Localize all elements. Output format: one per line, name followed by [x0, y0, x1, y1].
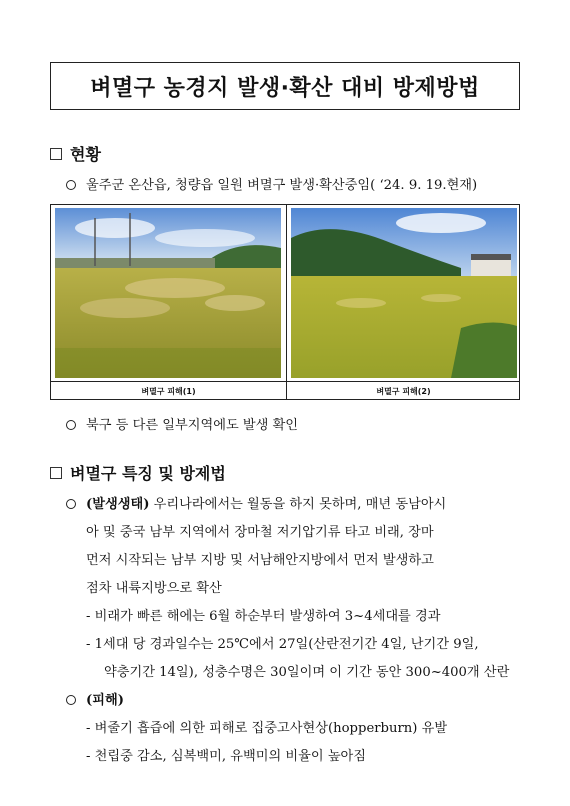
photo-caption-2: 벼멸구 피해(2) [376, 387, 431, 396]
circle-bullet-icon [66, 499, 76, 509]
section-heading-status [50, 142, 101, 165]
circle-bullet-icon [66, 420, 76, 430]
photo-divider [286, 205, 287, 399]
checkbox-square-icon [50, 148, 62, 160]
damage-heading: (피해) [66, 689, 124, 708]
checkbox-square-icon [50, 467, 62, 479]
caption-row [51, 381, 519, 401]
ecology-label: (발생생태) [86, 497, 150, 512]
document-title: 벼멸구 농경지 발생·확산 대비 방제방법 [50, 62, 520, 110]
lifecycle-note-line-2: 약충기간 14일), 성충수명은 30일이며 이 기간 동안 300~400개 산란 [104, 665, 510, 680]
ecology-line-4: 점차 내륙지방으로 확산 [86, 581, 222, 596]
status-bullet-1: 울주군 온산읍, 청량읍 일원 벼멸구 발생·확산중임( ‘24. 9. 19.현재) [66, 174, 477, 193]
status-bullet-2: 북구 등 다른 일부지역에도 발생 확인 [66, 414, 298, 433]
lifecycle-note-line-1: - 1세대 당 경과일수는 25℃에서 27일(산란전기간 4일, 난기간 9일, [86, 637, 479, 652]
photo-table [50, 204, 520, 400]
damage-photo-2 [291, 208, 517, 378]
damage-photo-1 [55, 208, 281, 378]
ecology-line-2: 아 및 중국 남부 지역에서 장마철 저기압기류 타고 비래, 장마 [86, 525, 434, 540]
ecology-line-1: (발생생태) 우리나라에서는 월동을 하지 못하며, 매년 동남아시 [66, 493, 446, 512]
section-heading-features [50, 461, 226, 484]
damage-note-1: - 벼줄기 흡즙에 의한 피해로 집중고사현상(hopperburn) 유발 [86, 721, 448, 736]
generation-note: - 비래가 빠른 해에는 6월 하순부터 발생하여 3~4세대를 경과 [86, 609, 441, 624]
circle-bullet-icon [66, 695, 76, 705]
section-heading-label: 현황 [70, 145, 101, 164]
section-heading-label: 벼멸구 특징 및 방제법 [70, 464, 226, 483]
circle-bullet-icon [66, 180, 76, 190]
damage-note-2: - 천립중 감소, 심복백미, 유백미의 비율이 높아짐 [86, 749, 367, 764]
photo-caption-1: 벼멸구 피해(1) [141, 387, 196, 396]
ecology-line-3: 먼저 시작되는 남부 지방 및 서남해안지방에서 먼저 발생하고 [86, 553, 434, 568]
